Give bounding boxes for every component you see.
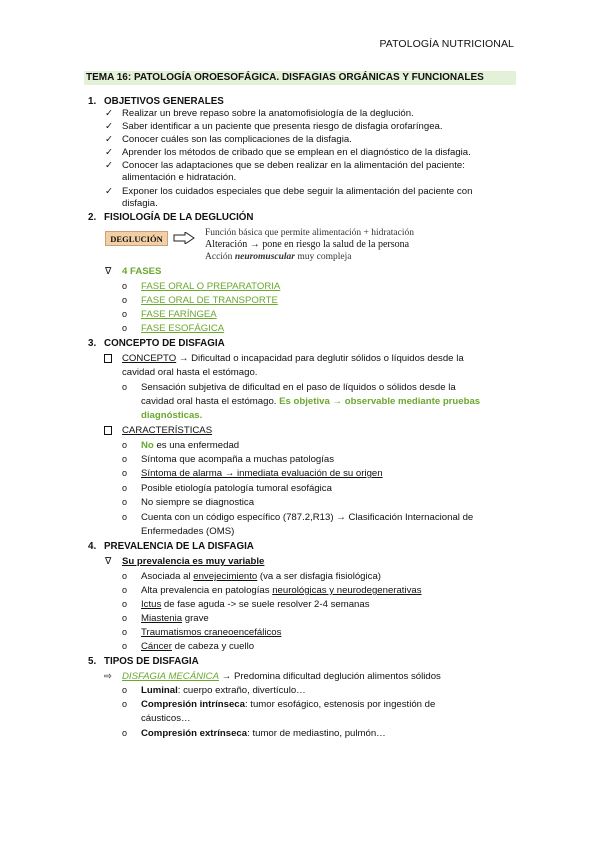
list-item: Asociada al envejecimiento (va a ser disfagia fisiológica) <box>141 571 381 582</box>
list-item: Traumatismos craneoencefálicos <box>141 627 282 638</box>
section-heading: OBJETIVOS GENERALES <box>104 96 224 107</box>
caracteristicas-heading: CARACTERÍSTICAS <box>122 425 213 436</box>
section-heading: CONCEPTO DE DISFAGIA <box>104 338 225 349</box>
circle-bullet-icon: o <box>122 627 128 637</box>
list-item: Síntoma de alarma → inmediata evaluación de su origen <box>141 468 383 479</box>
fisiologia-line: Acción neuromuscular muy compleja <box>205 252 352 262</box>
circle-bullet-icon: o <box>122 483 128 493</box>
section-number: 1. <box>88 96 97 107</box>
deglucion-badge: DEGLUCIÓN <box>105 231 168 246</box>
check-icon: ✓ <box>105 121 113 132</box>
section-number: 3. <box>88 338 97 349</box>
check-icon: ✓ <box>105 147 113 158</box>
check-icon: ✓ <box>105 160 113 171</box>
prevalencia-sub: Su prevalencia es muy variable <box>122 556 265 567</box>
circle-bullet-icon: o <box>122 571 128 581</box>
list-item: Aprender los métodos de cribado que se emplean en el diagnóstico de la disfagia. <box>122 147 471 158</box>
fase-link[interactable]: FASE ESOFÁGICA <box>141 323 225 334</box>
list-item-cont: Enfermedades (OMS) <box>141 526 235 537</box>
page-title: TEMA 16: PATOLOGÍA OROESOFÁGICA. DISFAGIAS ORGÁNICAS Y FUNCIONALES <box>84 71 516 85</box>
square-bullet-icon <box>104 354 112 363</box>
circle-bullet-icon: o <box>122 309 128 319</box>
check-icon: ✓ <box>105 186 113 197</box>
check-icon: ✓ <box>105 134 113 145</box>
list-item: Ictus de fase aguda -> se suele resolver 2-4 semanas <box>141 599 370 610</box>
list-item: Cuenta con un código específico (787.2,R13) → Clasificación Internacional de <box>141 512 474 523</box>
circle-bullet-icon: o <box>122 585 128 595</box>
list-item: Miastenia grave <box>141 613 209 624</box>
section-heading: FISIOLOGÍA DE LA DEGLUCIÓN <box>104 212 254 223</box>
circle-bullet-icon: o <box>122 281 128 291</box>
section-number: 4. <box>88 541 97 552</box>
list-item: Conocer las adaptaciones que se deben realizar en la alimentación del paciente: <box>122 160 465 171</box>
circle-bullet-icon: o <box>122 641 128 651</box>
triangle-down-icon: ∇ <box>105 556 112 567</box>
circle-bullet-icon: o <box>122 699 128 709</box>
list-item: No siempre se diagnostica <box>141 497 255 508</box>
list-item: Alta prevalencia en patologías neurológicas y neurodegenerativas <box>141 585 422 596</box>
circle-bullet-icon: o <box>122 468 128 478</box>
section-heading: TIPOS DE DISFAGIA <box>104 656 199 667</box>
concepto-sub: cavidad oral hasta el estómago. Es objetiva → observable mediante pruebas <box>141 396 481 407</box>
square-bullet-icon <box>104 426 112 435</box>
circle-bullet-icon: o <box>122 728 128 738</box>
circle-bullet-icon: o <box>122 497 128 507</box>
fase-link[interactable]: FASE ORAL DE TRANSPORTE <box>141 295 278 306</box>
arrow-right-icon: ⇨ <box>104 671 112 682</box>
list-item-cont: disfagia. <box>122 198 158 209</box>
list-item: Conocer cuáles son las complicaciones de la disfagia. <box>122 134 352 145</box>
list-item: Compresión extrínseca: tumor de mediastino, pulmón… <box>141 728 386 739</box>
circle-bullet-icon: o <box>122 323 128 333</box>
circle-bullet-icon: o <box>122 440 128 450</box>
fases-heading: 4 FASES <box>122 266 162 277</box>
fase-link[interactable]: FASE FARÍNGEA <box>141 309 217 320</box>
circle-bullet-icon: o <box>122 599 128 609</box>
circle-bullet-icon: o <box>122 382 128 392</box>
tipo-line: DISFAGIA MECÁNICA → Predomina dificultad deglución alimentos sólidos <box>122 671 441 682</box>
fase-link[interactable]: FASE ORAL O PREPARATORIA <box>141 281 281 292</box>
circle-bullet-icon: o <box>122 295 128 305</box>
list-item: Realizar un breve repaso sobre la anatomofisiología de la deglución. <box>122 108 414 119</box>
list-item: Exponer los cuidados especiales que debe seguir la alimentación del paciente con <box>122 186 473 197</box>
circle-bullet-icon: o <box>122 613 128 623</box>
section-number: 5. <box>88 656 97 667</box>
page-header: PATOLOGÍA NUTRICIONAL <box>379 38 514 50</box>
triangle-down-icon: ∇ <box>105 266 112 277</box>
circle-bullet-icon: o <box>122 454 128 464</box>
check-icon: ✓ <box>105 108 113 119</box>
list-item: Saber identificar a un paciente que presenta riesgo de disfagia orofaríngea. <box>122 121 443 132</box>
list-item: Posible etiología patología tumoral esofágica <box>141 483 332 494</box>
circle-bullet-icon: o <box>122 512 128 522</box>
list-item: Compresión intrínseca: tumor esofágico, estenosis por ingestión de <box>141 699 436 710</box>
concepto-sub: diagnósticas. <box>141 410 203 421</box>
circle-bullet-icon: o <box>122 685 128 695</box>
list-item: No es una enfermedad <box>141 440 240 451</box>
section-heading: PREVALENCIA DE LA DISFAGIA <box>104 541 254 552</box>
concepto-line: CONCEPTO → Dificultad o incapacidad para deglutir sólidos o líquidos desde la <box>122 353 464 364</box>
concepto-sub: Sensación subjetiva de dificultad en el paso de líquidos o sólidos desde la <box>141 382 456 393</box>
list-item: Luminal: cuerpo extraño, divertículo… <box>141 685 306 696</box>
section-number: 2. <box>88 212 97 223</box>
arrow-right-icon <box>173 232 195 244</box>
fisiologia-line: Alteración → pone en riesgo la salud de la persona <box>205 239 410 250</box>
concepto-cont: cavidad oral hasta el estómago. <box>122 367 258 378</box>
list-item-cont: alimentación e hidratación. <box>122 172 237 183</box>
list-item: Síntoma que acompaña a muchas patologías <box>141 454 335 465</box>
fisiologia-line: Función básica que permite alimentación + hidratación <box>205 228 415 238</box>
list-item-cont: cáusticos… <box>141 713 191 724</box>
list-item: Cáncer de cabeza y cuello <box>141 641 255 652</box>
